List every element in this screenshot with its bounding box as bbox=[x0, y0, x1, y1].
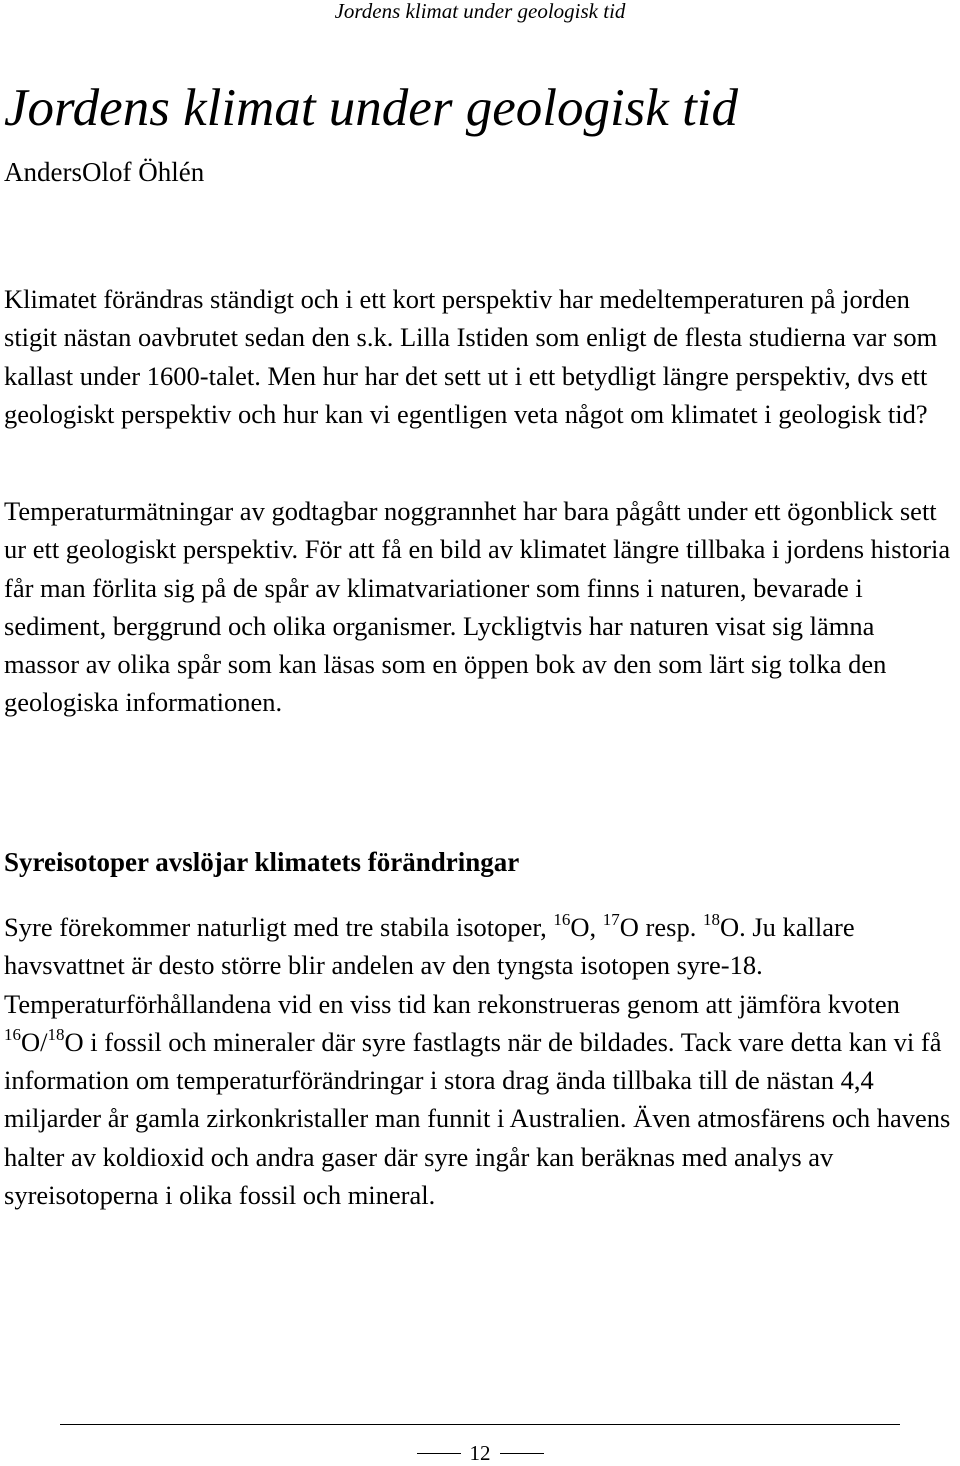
dash-left bbox=[417, 1453, 461, 1454]
isotope-text: Syre förekommer naturligt med tre stabila isotoper, bbox=[4, 912, 554, 942]
isotope-superscript: 17 bbox=[602, 910, 620, 929]
isotope-paragraph bbox=[4, 908, 956, 1214]
page-number bbox=[0, 1440, 960, 1466]
running-header: Jordens klimat under geologisk tid bbox=[334, 0, 626, 23]
page-number-value: 12 bbox=[469, 1441, 491, 1465]
isotope-text: O i fossil och mineraler där syre fastlagts när de bildades. Tack vare detta kan vi få information om temperaturförändringar i stora drag ända tillbaka till de nästan 4,4 miljarder år gamla zirkonkristaller man funnit i Australien. Även atmosfärens och havens halter av koldioxid och andra gaser där syre ingår kan beräknas med analys av syreisotoperna i olika fossil och mineral. bbox=[4, 1026, 951, 1211]
isotope-superscript: 18 bbox=[702, 910, 720, 929]
isotope-text: O/ bbox=[21, 1026, 48, 1057]
isotope-superscript: 16 bbox=[553, 910, 571, 929]
measurement-paragraph: Temperaturmätningar av godtagbar noggrannhet har bara pågått under ett ögonblick sett ur ett geologiskt perspektiv. För att få en bild av klimatet längre tillbaka i jordens historia får man förlita sig på de spår av klimatvariationer som finns i naturen, bevarade i sediment, berggrund och olika organismer. Lyckligtvis har naturen visat sig lämna massor av olika spår som kan läsas som en öppen bok av den som lärt sig tolka den geologiska informationen. bbox=[4, 496, 951, 718]
footer-rule bbox=[60, 1424, 900, 1425]
isotope-text: O, bbox=[570, 912, 603, 942]
author-name: AndersOlof Öhlén bbox=[4, 157, 205, 187]
document-title: Jordens klimat under geologisk tid bbox=[4, 79, 739, 137]
section-heading: Syreisotoper avslöjar klimatets förändringar bbox=[4, 847, 520, 877]
isotope-text: O resp. bbox=[619, 912, 703, 942]
dash-right bbox=[500, 1453, 544, 1454]
ratio-superscript: 18 bbox=[47, 1024, 65, 1044]
isotope-text: O. Ju kallare havsvattnet är desto större blir andelen av den tyngsta isotopen syre-18. Temperaturförhållandena vid en viss tid kan rekonstrueras genom att jämföra kvoten bbox=[4, 912, 900, 1019]
intro-paragraph: Klimatet förändras ständigt och i ett kort perspektiv har medeltemperaturen på jorden stigit nästan oavbrutet sedan den s.k. Lilla Istiden som enligt de flesta studierna var som kallast under 1600-talet. Men hur har det sett ut i ett betydligt längre perspektiv, dvs ett geologiskt perspektiv och hur kan vi egentligen veta något om klimatet i geologisk tid? bbox=[4, 284, 938, 429]
ratio-superscript: 16 bbox=[4, 1024, 21, 1044]
